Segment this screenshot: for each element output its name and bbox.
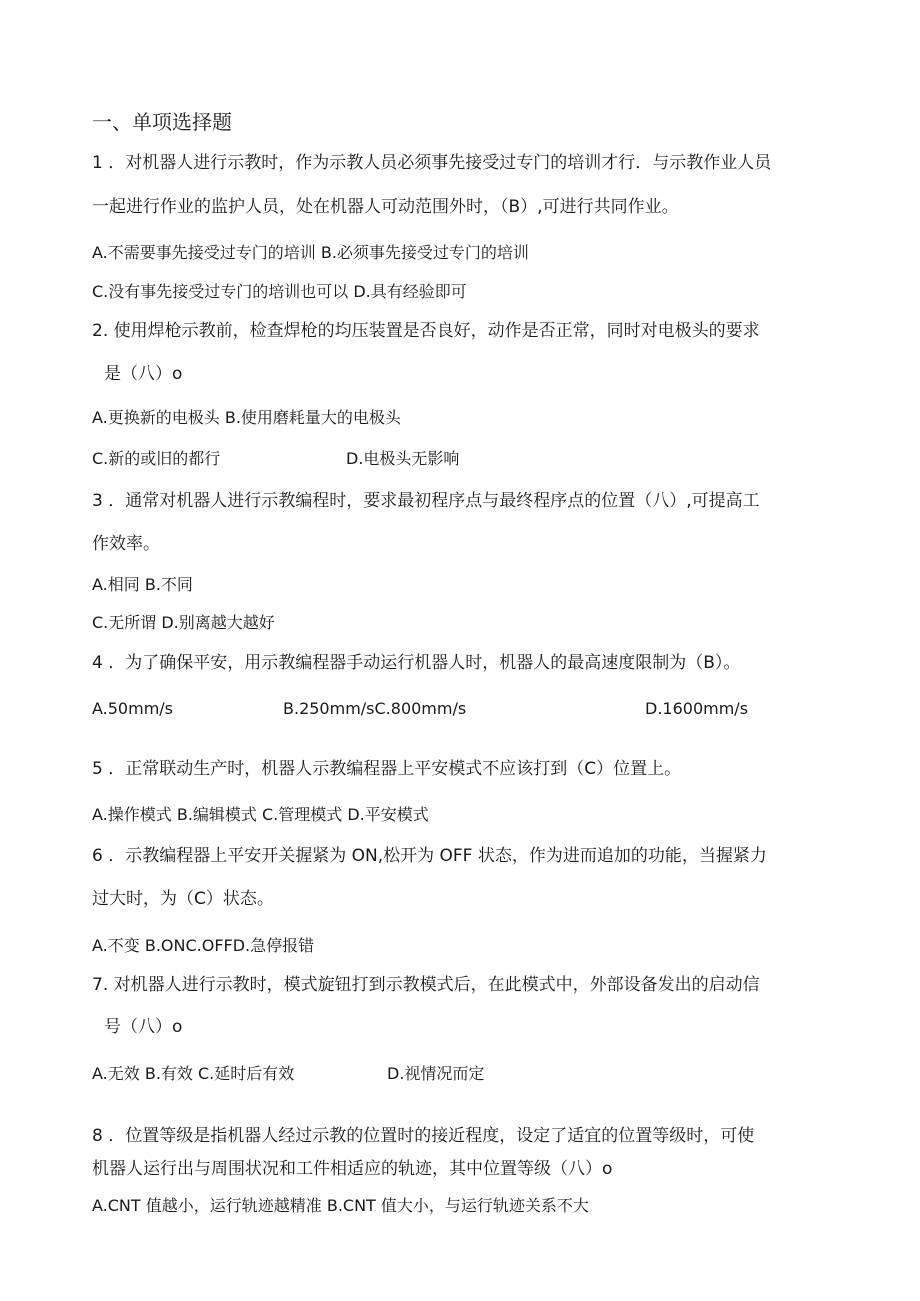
question-1-line-1: 1 ．对机器人进行示教时，作为示教人员必须事先接受过专门的培训才行．与示教作业人员: [92, 153, 772, 173]
question-6-line-2: 过大时，为（C）状态。: [92, 889, 274, 909]
question-4-option-a: A.50mm/s: [92, 699, 174, 718]
question-7-options-a: A.无效 B.有效 C.延时后有效: [92, 1064, 295, 1083]
question-6-line-1: 6 ．示教编程器上平安开关握紧为 ON,松开为 OFF 状态，作为进而追加的功能，当握紧力: [92, 846, 767, 866]
question-1-line-2: 一起进行作业的监护人员，处在机器人可动范围外时，（B）,可进行共同作业。: [92, 197, 679, 217]
question-3-options-2: C.无所谓 D.别离越大越好: [92, 613, 275, 632]
question-7-options-d: D.视情况而定: [387, 1064, 485, 1083]
section-title: 一、单项选择题: [92, 110, 232, 134]
question-8-options-1: A.CNT 值越小，运行轨迹越精准 B.CNT 值大小，与运行轨迹关系不大: [92, 1196, 589, 1215]
question-2-options-2b: D.电极头无影响: [346, 449, 460, 468]
question-8-line-1: 8 ．位置等级是指机器人经过示教的位置时的接近程度，设定了适宜的位置等级时，可使: [92, 1126, 755, 1146]
question-8-line-2: 机器人运行出与周围状况和工件相适应的轨迹，其中位置等级（八）o: [92, 1159, 613, 1179]
question-3-line-1: 3 ．通常对机器人进行示教编程时，要求最初程序点与最终程序点的位置（八）,可提高工: [92, 491, 760, 511]
question-2-options-1: A.更换新的电极头 B.使用磨耗量大的电极头: [92, 408, 401, 427]
question-6-options-1: A.不变 B.ONC.OFFD.急停报错: [92, 936, 315, 955]
question-1-options-1: A.不需要事先接受过专门的培训 B.必须事先接受过专门的培训: [92, 243, 529, 262]
question-5-options-1: A.操作模式 B.编辑模式 C.管理模式 D.平安模式: [92, 805, 429, 824]
question-3-line-2: 作效率。: [92, 534, 160, 554]
question-4-line-1: 4 ．为了确保平安，用示教编程器手动运行机器人时，机器人的最高速度限制为（B）。: [92, 653, 741, 673]
question-4-option-d: D.1600mm/s: [645, 699, 749, 718]
question-7-line-2: 号（八）o: [104, 1017, 183, 1037]
question-4-option-bc: B.250mm∕sC.800mm/s: [283, 699, 467, 718]
question-1-options-2: C.没有事先接受过专门的培训也可以 D.具有经验即可: [92, 282, 467, 301]
question-2-options-2a: C.新的或旧的都行: [92, 449, 221, 468]
question-2-line-1: 2. 使用焊枪示教前，检查焊枪的均压装置是否良好，动作是否正常，同时对电极头的要求: [92, 321, 760, 341]
question-7-line-1: 7. 对机器人进行示教时，模式旋钮打到示教模式后，在此模式中，外部设备发出的启动信: [92, 975, 760, 995]
question-5-line-1: 5 ．正常联动生产时，机器人示教编程器上平安模式不应该打到（C）位置上。: [92, 759, 682, 779]
question-2-line-2: 是（八）o: [104, 364, 183, 384]
question-3-options-1: A.相同 B.不同: [92, 575, 193, 594]
